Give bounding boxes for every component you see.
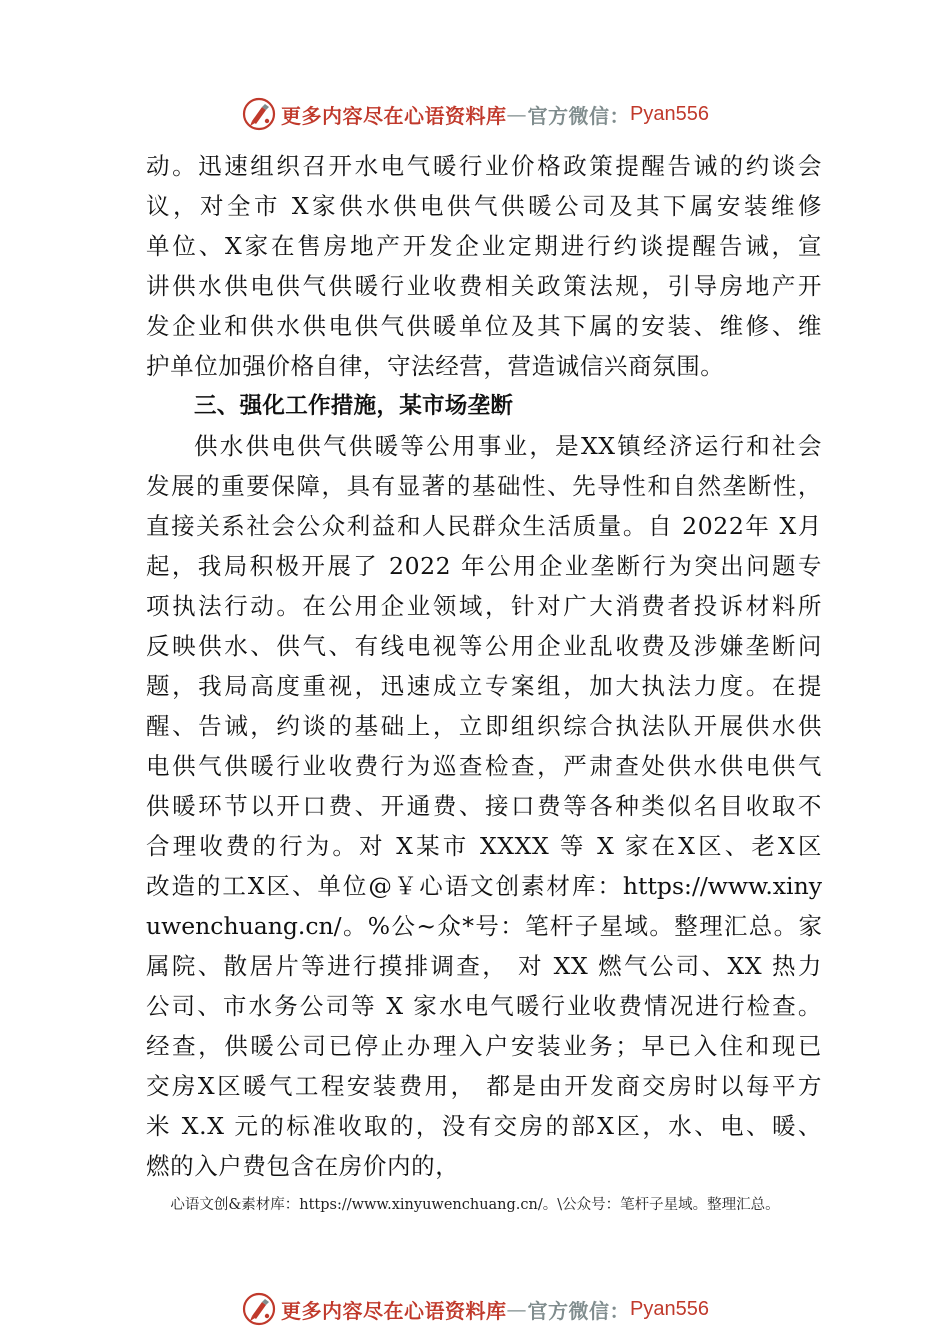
footer-note: 心语文创&素材库：https://www.xinyuwenchuang.cn/。\公众号：笔杆子星域。整理汇总。 [170,1197,780,1213]
brand-text: 更多内容尽在心语资料库 [281,103,507,128]
body-line: 护单位加强价格自律，守法经营，营造诚信兴商氛围。 [146,352,725,380]
wechat-label: 官方微信： [527,1298,631,1323]
body-line: 讲供水供电供气供暖行业收费相关政策法规，引导房地产开 [146,272,822,300]
header-banner [0,92,950,136]
paragraph-line: 公司、市水务公司等 X 家水电气暖行业收费情况进行检查。 [146,992,822,1020]
body-line: 议，对全市 X家供水供电供气供暖公司及其下属安装维修 [146,192,822,220]
paragraph-line: 合理收费的行为。对 X某市 XXXX 等 X 家在X区、老X区 [146,832,822,860]
wechat-id: Pyan556 [630,102,709,125]
fountain-pen-logo-icon [241,1291,277,1327]
wechat-label: 官方微信： [527,103,631,128]
brand-text: 更多内容尽在心语资料库 [281,1298,507,1323]
paragraph-line: 电供气供暖行业收费行为巡查检查，严肃查处供水供电供气 [146,752,822,780]
document-body [146,146,822,1186]
fountain-pen-logo-icon [241,96,277,132]
paragraph-line: 改造的工X区、单位@￥心语文创素材库：https://www.xiny [146,872,822,900]
wechat-id: Pyan556 [630,1297,709,1320]
paragraph-line: 醒、告诫，约谈的基础上，立即组织综合执法队开展供水供 [146,712,822,740]
paragraph-line: 属院、散居片等进行摸排调查， 对 XX 燃气公司、XX 热力 [146,952,822,980]
paragraph-line: 题，我局高度重视，迅速成立专案组，加大执法力度。在提 [146,672,822,700]
body-line: 单位、X家在售房地产开发企业定期进行约谈提醒告诫，宣 [146,232,822,260]
paragraph-line: uwenchuang.cn/。%公~众*号：笔杆子星域。整理汇总。家 [146,912,822,940]
paragraph-line: 起，我局积极开展了 2022 年公用企业垄断行为突出问题专 [146,552,822,580]
banner-separator: — [506,102,528,126]
paragraph-line: 供水供电供气供暖等公用事业，是XX镇经济运行和社会 [194,432,822,460]
paragraph-line: 供暖环节以开口费、开通费、接口费等各种类似名目收取不 [146,792,822,820]
paragraph-line: 直接关系社会公众利益和人民群众生活质量。自 2022年 X月 [146,512,822,540]
paragraph-line: 反映供水、供气、有线电视等公用企业乱收费及涉嫌垄断问 [146,632,822,660]
paragraph-line: 燃的入户费包含在房价内的， [146,1152,460,1180]
footer-banner [0,1287,950,1331]
paragraph-line: 项执法行动。在公用企业领域，针对广大消费者投诉材料所 [146,592,822,620]
body-line: 发企业和供水供电供气供暖单位及其下属的安装、维修、维 [146,312,822,340]
paragraph-line: 经查，供暖公司已停止办理入户安装业务；早已入住和现已 [146,1032,822,1060]
body-line: 动。迅速组织召开水电气暖行业价格政策提醒告诫的约谈会 [146,152,822,180]
section-heading: 三、强化工作措施，某市场垄断 [194,393,514,419]
banner-separator: — [506,1297,528,1321]
paragraph-line: 发展的重要保障，具有显著的基础性、先导性和自然垄断性， [146,472,822,500]
paragraph-line: 米 X.X 元的标准收取的，没有交房的部X区，水、电、暖、 [146,1112,822,1140]
paragraph-line: 交房X区暖气工程安装费用， 都是由开发商交房时以每平方 [146,1072,822,1100]
